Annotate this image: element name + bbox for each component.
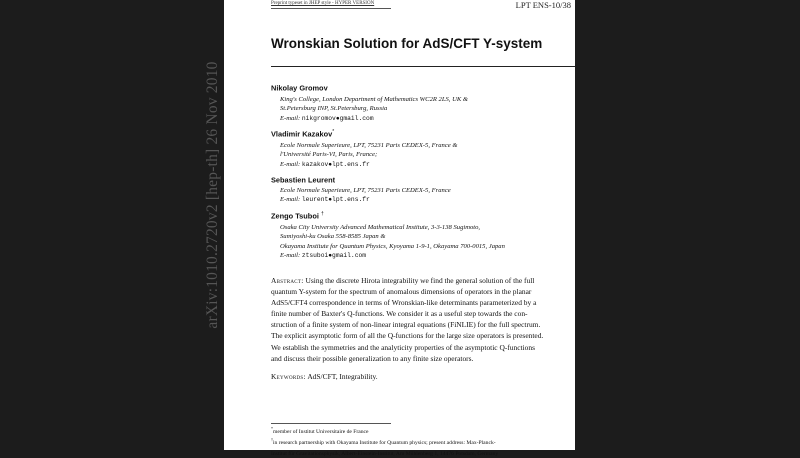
footnote: *member of Institut Universitaire de France (271, 426, 369, 435)
author-email[interactable]: kazakov●lpt.ens.fr (301, 160, 370, 168)
author-affiliation: King's College, London Department of Mathematics WC2R 2LS, UK & St.Petersburg INP, St.Petersburg, Russia E-mail: nikgromov●gmail.com (280, 96, 469, 122)
author-affiliation: Osaka City University Advanced Mathematical Institute, 3-3-138 Sugimoto, Sumiyoshi-ku Osaka 558-8585 Japan & Okayama Institute for Quantum Physics, Kyoyama 1-9-1, Okayama 700-0015, Japan E-mail: ztsuboi●gmail.com (280, 224, 505, 259)
keywords (271, 372, 378, 381)
author-email[interactable]: leurent●lpt.ens.fr (301, 196, 370, 204)
author-name: Nikolay Gromov (271, 83, 328, 93)
footnote: †in research partnership with Okayama Institute for Quantum physics; present address: Max-Planck- (271, 436, 496, 446)
paper-title: Wronskian Solution for AdS/CFT Y-system (271, 36, 543, 51)
preprint-header-note: Preprint typeset in JHEP style - HYPER VERSION (271, 1, 375, 6)
title-rule (271, 66, 575, 67)
paper-page (224, 0, 575, 457)
report-number: LPT ENS-10/38 (515, 0, 571, 10)
keywords-label: Keywords: (271, 372, 306, 381)
abstract-label: Abstract: (271, 276, 304, 285)
author-affiliation: Ecole Normale Superieure, LPT, 75231 Paris CEDEX-5, France & l'Université Paris-VI, Paris, France; E-mail: kazakov●lpt.ens.fr (280, 142, 458, 168)
footnotes (271, 425, 601, 458)
arxiv-identifier-stamp: arXiv:1010.2720v2 [hep-th] 26 Nov 2010 (204, 61, 221, 329)
author-name: Zengo Tsuboi † (271, 211, 324, 221)
abstract: Abstract: Using the discrete Hirota integrability we find the general solution of the full quantum Y-system for the spectrum of anomalous dimensions of operators in the planar AdS5/CFT4 correspondence in terms of Wronskian-like determinants parameterized by a finite number of Baxter's Q-functions. We consider it as a useful step towards the con- struction of a finite system of non-linear integral equations (FiNLIE) for the full spectrum. The explicit asymptotic form of all the Q-functions for the large size operators is presented. We establish the symmetries and the analyticity properties of the asymptotic Q-functions and discuss their possible generalization to any finite size operators. (271, 276, 544, 363)
author-affiliation: Ecole Normale Superieure, LPT, 75231 Paris CEDEX-5, France E-mail: leurent●lpt.ens.fr (280, 187, 451, 204)
author-email[interactable]: ztsuboi●gmail.com (301, 251, 367, 259)
author-name: Vladimir Kazakov* (271, 129, 335, 139)
footnote-rule (271, 423, 391, 424)
keywords-text: AdS/CFT, Integrability. (307, 372, 378, 381)
author-name: Sebastien Leurent (271, 175, 336, 185)
footnote: Institut für Gravitationsphysik, Albert-Einstein-Institut, Am Mühlenberg 1, 14476 Potsdam, Germany (271, 450, 499, 457)
author-email[interactable]: nikgromov●gmail.com (301, 114, 374, 122)
header-rule (271, 8, 391, 9)
